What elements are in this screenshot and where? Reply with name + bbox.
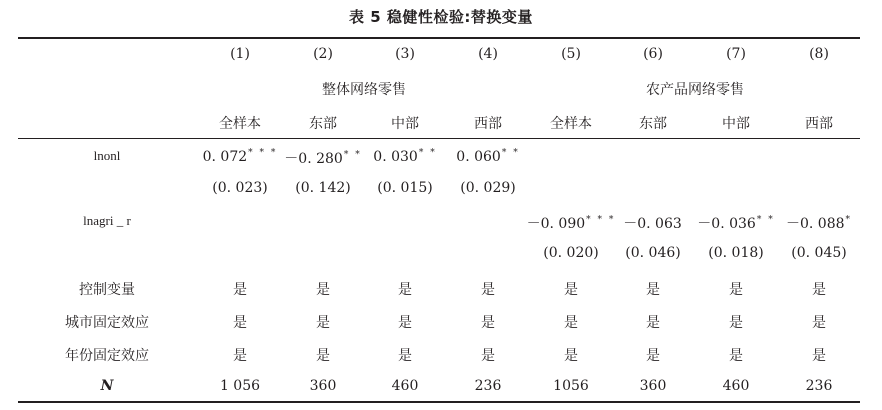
coefficient-cell	[373, 148, 436, 165]
table-cell: 460	[391, 378, 419, 394]
row-label-year-fe: 年份固定效应	[65, 348, 149, 364]
table-cell: 236	[474, 378, 502, 394]
coefficient-value: 0. 030	[373, 149, 418, 165]
table-cell: 是	[564, 282, 578, 298]
top-rule	[18, 37, 860, 39]
region-header: 全样本	[219, 116, 261, 132]
coefficient-value: 0. 060	[456, 149, 501, 165]
table-cell: 是	[812, 348, 826, 364]
column-number: (8)	[809, 46, 829, 62]
header-rule	[18, 138, 860, 139]
row-label-lnagri-r: lnagri _ r	[83, 213, 131, 228]
table-cell: 是	[233, 282, 247, 298]
standard-error: (0. 015)	[377, 180, 433, 196]
coefficient-value: －0. 036	[697, 216, 756, 232]
region-header: 东部	[639, 116, 667, 132]
table-cell: 是	[812, 315, 826, 331]
group-header: 农产品网络零售	[646, 82, 744, 98]
table-cell: 是	[812, 282, 826, 298]
table-cell: 460	[722, 378, 750, 394]
table-cell: 是	[316, 282, 330, 298]
coefficient-cell	[786, 213, 852, 233]
table-cell: 是	[729, 348, 743, 364]
table-cell: 是	[646, 348, 660, 364]
significance-stars: *	[845, 215, 853, 225]
table-cell: 236	[805, 378, 833, 394]
coefficient-value: －0. 090	[526, 216, 586, 232]
table-cell: 是	[481, 282, 495, 298]
table-cell: 是	[316, 348, 330, 364]
column-number: (1)	[230, 46, 250, 62]
table-cell: 1056	[553, 378, 589, 394]
region-header: 全样本	[550, 116, 592, 132]
table-cell: 是	[729, 282, 743, 298]
region-header: 中部	[722, 116, 750, 132]
group-header: 整体网络零售	[322, 82, 406, 98]
standard-error: (0. 023)	[212, 180, 268, 196]
table-cell: 1 056	[219, 378, 261, 394]
region-header: 东部	[309, 116, 337, 132]
table-cell: 是	[564, 315, 578, 331]
coefficient-cell	[527, 213, 616, 233]
significance-stars: * *	[343, 150, 362, 160]
standard-error: (0. 020)	[543, 245, 599, 261]
significance-stars: * *	[418, 148, 437, 158]
region-header: 西部	[474, 116, 502, 132]
significance-stars: * * *	[248, 148, 278, 158]
coefficient-cell	[697, 213, 774, 233]
coefficient-value: －0. 088	[785, 216, 845, 232]
table-cell: 是	[646, 282, 660, 298]
coefficient-cell	[623, 213, 683, 233]
column-number: (3)	[395, 46, 415, 62]
row-label-lnonl: lnonl	[93, 148, 121, 163]
row-label-n: N	[100, 378, 114, 394]
coefficient-cell	[456, 148, 519, 165]
table-cell: 360	[639, 378, 667, 394]
column-number: (4)	[478, 46, 498, 62]
significance-stars: * *	[501, 148, 520, 158]
table-cell: 是	[729, 315, 743, 331]
coefficient-cell	[203, 148, 278, 165]
region-header: 西部	[805, 116, 833, 132]
table-title: 表 5 稳健性检验:替换变量	[349, 8, 533, 26]
significance-stars: * * *	[586, 215, 616, 225]
table-cell: 是	[481, 315, 495, 331]
row-label-city-fe: 城市固定效应	[65, 315, 149, 331]
table-cell: 是	[316, 315, 330, 331]
standard-error: (0. 046)	[625, 245, 681, 261]
coefficient-value: 0. 072	[202, 149, 248, 165]
table-cell: 是	[398, 348, 412, 364]
column-number: (5)	[561, 46, 581, 62]
table-cell: 是	[398, 315, 412, 331]
row-label-controls: 控制变量	[79, 282, 135, 298]
standard-error: (0. 029)	[460, 180, 516, 196]
column-number: (6)	[643, 46, 663, 62]
region-header: 中部	[391, 116, 419, 132]
column-number: (7)	[726, 46, 746, 62]
bottom-rule	[18, 401, 860, 403]
table-cell: 是	[233, 348, 247, 364]
standard-error: (0. 018)	[708, 245, 764, 261]
coefficient-value: －0. 280	[284, 151, 343, 167]
column-number: (2)	[313, 46, 333, 62]
standard-error: (0. 045)	[791, 245, 847, 261]
significance-stars: * *	[756, 215, 775, 225]
table-cell: 是	[481, 348, 495, 364]
coefficient-cell	[284, 148, 361, 168]
table-cell: 是	[233, 315, 247, 331]
table-cell: 是	[646, 315, 660, 331]
coefficient-value: －0. 063	[623, 216, 682, 232]
standard-error: (0. 142)	[295, 180, 351, 196]
table-cell: 是	[398, 282, 412, 298]
table-cell: 360	[309, 378, 337, 394]
table-cell: 是	[564, 348, 578, 364]
